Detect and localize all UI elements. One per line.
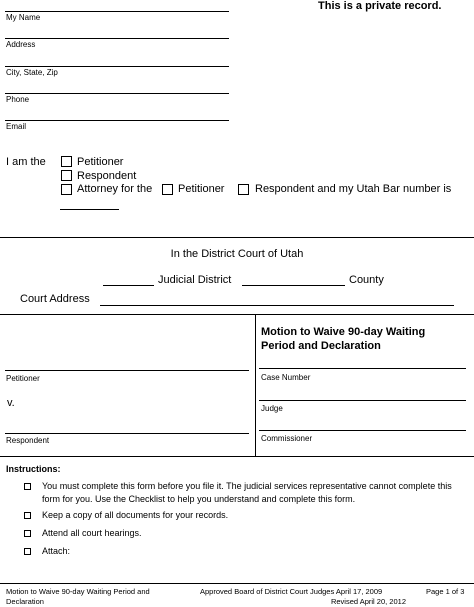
attorney-petitioner-label: Petitioner xyxy=(178,183,225,195)
instruction-item-1: You must complete this form before you file it. The judicial services representative cannot complete this form for you. Use the Checklist to help you understand and complete this form. xyxy=(42,481,452,504)
county-label: County xyxy=(349,274,384,286)
instruction-item-2: Keep a copy of all documents for your records. xyxy=(42,510,229,520)
footer-rule xyxy=(0,583,474,584)
email-line[interactable] xyxy=(5,120,229,121)
footer-page-number: Page 1 of 3 xyxy=(426,587,465,596)
caption-divider xyxy=(255,314,256,456)
footer-form-title: Motion to Waive 90-day Waiting Period and Declaration xyxy=(6,587,150,606)
caption-bottom-rule xyxy=(0,456,474,457)
court-title: In the District Court of Utah xyxy=(170,248,304,260)
phone-label: Phone xyxy=(6,95,30,104)
petitioner-line[interactable] xyxy=(5,370,249,371)
phone-line[interactable] xyxy=(5,93,229,94)
petitioner-option-label: Petitioner xyxy=(77,156,124,168)
city-state-zip-label: City, State, Zip xyxy=(6,68,58,77)
instruction-item-3: Attend all court hearings. xyxy=(42,528,142,538)
respondent-option-label: Respondent xyxy=(77,170,137,182)
instruction-checkbox-1[interactable] xyxy=(24,483,31,490)
versus-label: v. xyxy=(7,397,15,409)
address-label: Address xyxy=(6,40,36,49)
bar-number-line[interactable] xyxy=(60,209,119,210)
respondent-checkbox[interactable] xyxy=(61,170,72,181)
court-address-label: Court Address xyxy=(20,293,90,305)
email-label: Email xyxy=(6,122,27,131)
judicial-district-label: Judicial District xyxy=(158,274,232,286)
attorney-option-label: Attorney for the xyxy=(77,183,153,195)
my-name-label: My Name xyxy=(6,13,41,22)
attorney-respondent-checkbox[interactable] xyxy=(238,184,249,195)
court-address-line[interactable] xyxy=(100,305,454,306)
attorney-petitioner-checkbox[interactable] xyxy=(162,184,173,195)
instruction-item-4: Attach: xyxy=(42,546,71,556)
motion-title: Motion to Waive 90-day Waiting Period and Declaration xyxy=(261,326,426,352)
judge-line[interactable] xyxy=(259,400,466,401)
i-am-the-label: I am the xyxy=(6,156,46,168)
case-number-label: Case Number xyxy=(261,373,311,382)
commissioner-label: Commissioner xyxy=(261,434,313,443)
city-state-zip-line[interactable] xyxy=(5,66,229,67)
respondent-line[interactable] xyxy=(5,433,249,434)
caption-respondent-label: Respondent xyxy=(6,436,50,445)
footer-approved: Approved Board of District Court Judges April 17, 2009 xyxy=(200,587,383,596)
county-line[interactable] xyxy=(242,285,345,286)
caption-top-rule xyxy=(0,314,474,315)
district-line[interactable] xyxy=(103,285,154,286)
attorney-respondent-label: Respondent and my Utah Bar number is xyxy=(255,183,452,195)
address-line[interactable] xyxy=(5,38,229,39)
commissioner-line[interactable] xyxy=(259,430,466,431)
petitioner-checkbox[interactable] xyxy=(61,156,72,167)
instructions-heading: Instructions: xyxy=(6,464,61,474)
section-divider xyxy=(0,237,474,238)
caption-petitioner-label: Petitioner xyxy=(6,374,40,383)
judge-label: Judge xyxy=(261,404,283,413)
attorney-checkbox[interactable] xyxy=(61,184,72,195)
name-line[interactable] xyxy=(5,11,229,12)
case-number-line[interactable] xyxy=(259,368,466,369)
instruction-checkbox-2[interactable] xyxy=(24,512,31,519)
instruction-checkbox-3[interactable] xyxy=(24,530,31,537)
footer-revised: Revised April 20, 2012 xyxy=(330,597,406,606)
private-record-notice: This is a private record. xyxy=(318,0,442,12)
instruction-checkbox-4[interactable] xyxy=(24,548,31,555)
